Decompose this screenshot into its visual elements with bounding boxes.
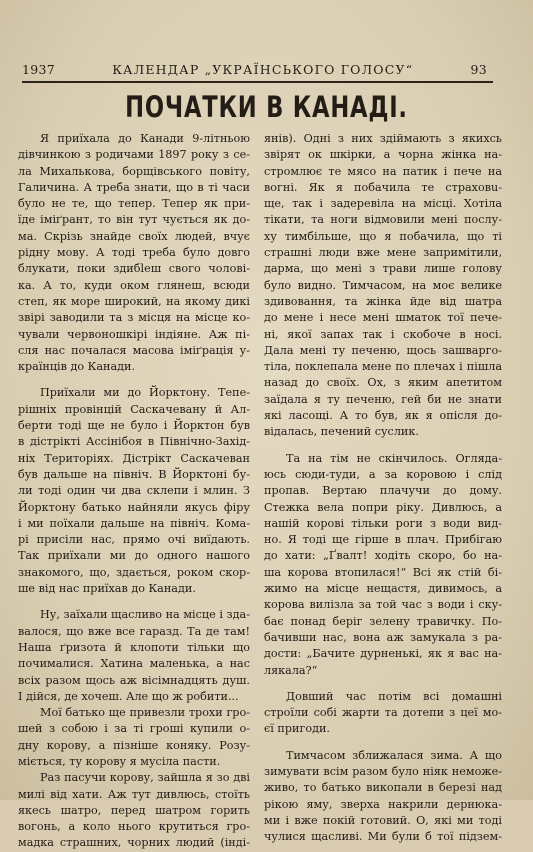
text-line: жимо на місце нещастя, дивимось, а	[264, 582, 502, 596]
text-line: вогні. Як я побачила те страховu-	[264, 180, 502, 194]
paragraph-gap	[264, 738, 502, 748]
text-line: міється, ту корову я мусіла пасти.	[18, 754, 221, 768]
text-line: назад до своїх. Ох, з яким апетитом	[264, 376, 502, 390]
text-line: Раз пасучи корову, зайшла я зо дві	[40, 771, 250, 785]
paragraph-gap	[18, 375, 250, 385]
text-line: нашій корові тільки роги з води вид-	[264, 516, 502, 530]
text-line: ма. Скрізь знайде своїх людей, вчує	[18, 229, 250, 243]
text-line: звірі заводили та з місця на місце ко-	[18, 311, 250, 325]
text-line: берти тоді ще не було і Йорктон був	[18, 419, 250, 433]
text-line: чували червоношкірі індіяне. Аж пі-	[18, 327, 250, 341]
text-line: но. Я тоді ще гірше в плач. Прибігаю	[264, 533, 502, 547]
text-line: ніх Територіях. Дістрікт Саскачеван	[18, 451, 250, 465]
text-line: Наша ґризота й клопоти тільки що	[18, 640, 250, 654]
text-line: ше від нас приїхав до Канади.	[18, 582, 196, 596]
text-line: їде іміґрант, то він тут чується як до-	[18, 213, 250, 227]
text-line: корова вилізла за той час з води і ску-	[264, 598, 502, 612]
paragraph-gap	[264, 679, 502, 689]
text-line: ми і вже покій готовий. О, які ми тоді	[264, 813, 502, 827]
text-line: чулися щасливі. Ми були б тої підзем-	[264, 830, 502, 844]
text-line: мадка страшних, чорних людий (інді-	[18, 836, 250, 850]
text-line: рідну мову. А тоді треба було довго	[18, 246, 250, 260]
text-line: дарма, що мені з трави лише голову	[264, 262, 502, 276]
header-title: КАЛЕНДАР „УКРАЇНСЬКОГО ГОЛОСУ“	[112, 62, 414, 77]
text-line: дну корову, а пізніше коняку. Розу-	[18, 738, 250, 752]
text-line: які ласощі. А то був, як я опісля до-	[264, 409, 502, 423]
text-line: Мої батько ще привезли трохи гро-	[40, 706, 250, 720]
text-line: тіла, поклепала мене по плечах і пішла	[264, 360, 502, 374]
text-line: Йорктону батько найняли якусь фіру	[18, 500, 250, 514]
running-header	[22, 62, 487, 80]
text-line: бачивши нас, вона аж замукала з ра-	[264, 630, 502, 644]
text-line: знакомого, що, здається, роком скор-	[18, 565, 250, 579]
text-line: стромлює те мясо на патик і пече на	[264, 164, 502, 178]
text-line: якесь шатро, перед шатром горить	[18, 803, 250, 817]
text-line: милі від хати. Аж тут дивлюсь, стоїть	[18, 787, 250, 801]
text-line: блукати, поки здибleш свого чолові-	[18, 262, 250, 276]
text-line: бає понад беріг зелену травичку. По-	[264, 614, 502, 628]
text-line: зимувати всім разом було ніяк неможе-	[264, 764, 502, 778]
text-line: в дістрікті Ассінібоя в Північно-Захід-	[18, 435, 250, 449]
text-line: тікати, та ноги відмовили мені послу-	[264, 213, 502, 227]
text-line: було не те, що тепер. Тепер як при-	[18, 197, 250, 211]
text-line: всіх разом щось аж вісімнадцять душ.	[18, 673, 250, 687]
text-line: ли тоді один чи два склепи і млин. З	[18, 484, 250, 498]
text-line: рі присіли нас, прямо очі виїдають.	[18, 533, 250, 547]
text-line: пропав. Вертаю плачучи до дому.	[264, 484, 502, 498]
paragraph-gap	[264, 441, 502, 451]
text-line: Дала мені ту печеню, щось зашварго-	[264, 343, 502, 357]
header-year: 1937	[22, 62, 56, 77]
text-line: янів). Одні з них здіймають з якихсь	[264, 132, 502, 145]
right-column	[264, 131, 502, 845]
text-line: відалась, печений суслик.	[264, 425, 419, 439]
text-line: єї пригоди.	[264, 722, 330, 736]
text-line: дівчинкою з родичами 1897 року з се-	[18, 148, 250, 162]
text-line: рішніх провінцій Саскачевану й Ал-	[18, 402, 250, 416]
text-line: Приїхали ми до Йорктону. Тепе-	[40, 386, 250, 400]
header-rule	[22, 81, 493, 83]
text-line: було видно. Тимчасом, на моє велике	[264, 278, 502, 292]
text-line: був дальше на північ. В Йорктоні бу-	[18, 467, 250, 481]
text-line: здивовання, та жінка йде від шатра	[264, 294, 502, 308]
text-line: заїдала я ту печеню, гей би не знати	[264, 392, 502, 406]
page-number: 93	[470, 62, 487, 77]
text-line: Довший час потім всі домашні	[286, 689, 502, 703]
article-headline: ПОЧАТКИ В КАНАДІ.	[125, 90, 408, 124]
text-line: Так приїхали ми до одного нашого	[18, 549, 250, 563]
text-line: країнців до Канади.	[18, 360, 136, 374]
text-line: вогонь, а коло нього крутиться гро-	[18, 820, 250, 834]
text-line: почималися. Хатина маленька, а нас	[18, 657, 250, 671]
text-line: звірят ок шкірки, а чорна жінка на-	[264, 148, 502, 162]
text-line: Та на тім не скінчилось. Огляда-	[286, 451, 502, 465]
text-line: ша корова втопилася!“ Всі як стій бі-	[264, 565, 502, 579]
text-line: ху тимбільше, що я побачила, що ті	[264, 229, 502, 243]
text-line: сля нас почалася масова іміґрація у-	[18, 343, 250, 357]
text-line: рікою яму, зверха накрили дернюка-	[264, 797, 502, 811]
text-line: і ми поїхали дальше на північ. Комa-	[18, 516, 250, 530]
text-line: до хати: „Ґвалт! ходіть скоро, бо на-	[264, 549, 502, 563]
text-line: ла Михалькова, борщівського повіту,	[18, 164, 250, 178]
text-line: шей з собою і за ті гроші купили о-	[18, 722, 250, 736]
text-line: живо, то батько викопали в березі над	[264, 781, 502, 795]
text-line: Ну, заїхали щасливо на місце і зда-	[40, 608, 250, 622]
text-line: страшні люди вже мене запримітили,	[264, 246, 502, 260]
text-line: строїли собі жарти та дотепи з цеї мо-	[264, 706, 502, 720]
text-line: дости: „Бачите дурненькі, як я вас на-	[264, 647, 502, 661]
paragraph-gap	[18, 597, 250, 607]
text-line: І дійся, де хочеш. Але що ж робити...	[18, 689, 239, 703]
text-line: Тимчасом зближалася зима. А що	[286, 748, 502, 762]
left-column	[18, 131, 250, 852]
text-line: ще, так і задеревіла на місці. Хотіла	[264, 197, 502, 211]
text-line: степ, як море широкий, на якому дикі	[18, 294, 250, 308]
text-line: до мене і несе мені шматок тої печe-	[264, 311, 502, 325]
text-line: Я приїхала до Канади 9-літньою	[40, 132, 250, 145]
text-line: валося, що вже все гаразд. Та де там!	[18, 624, 250, 638]
text-line: лякала?“	[264, 663, 318, 677]
text-line: ка. А то, куди оком глянеш, всюди	[18, 278, 250, 292]
text-line: Галичина. А треба знати, що в ті часи	[18, 180, 250, 194]
text-line: Стежка вела попри ріку. Дивлюсь, а	[264, 500, 502, 514]
text-line: юсь сюди-туди, а за коровою і слід	[264, 467, 502, 481]
text-line: ні, якої запах так і скобоче в носі.	[264, 327, 502, 341]
